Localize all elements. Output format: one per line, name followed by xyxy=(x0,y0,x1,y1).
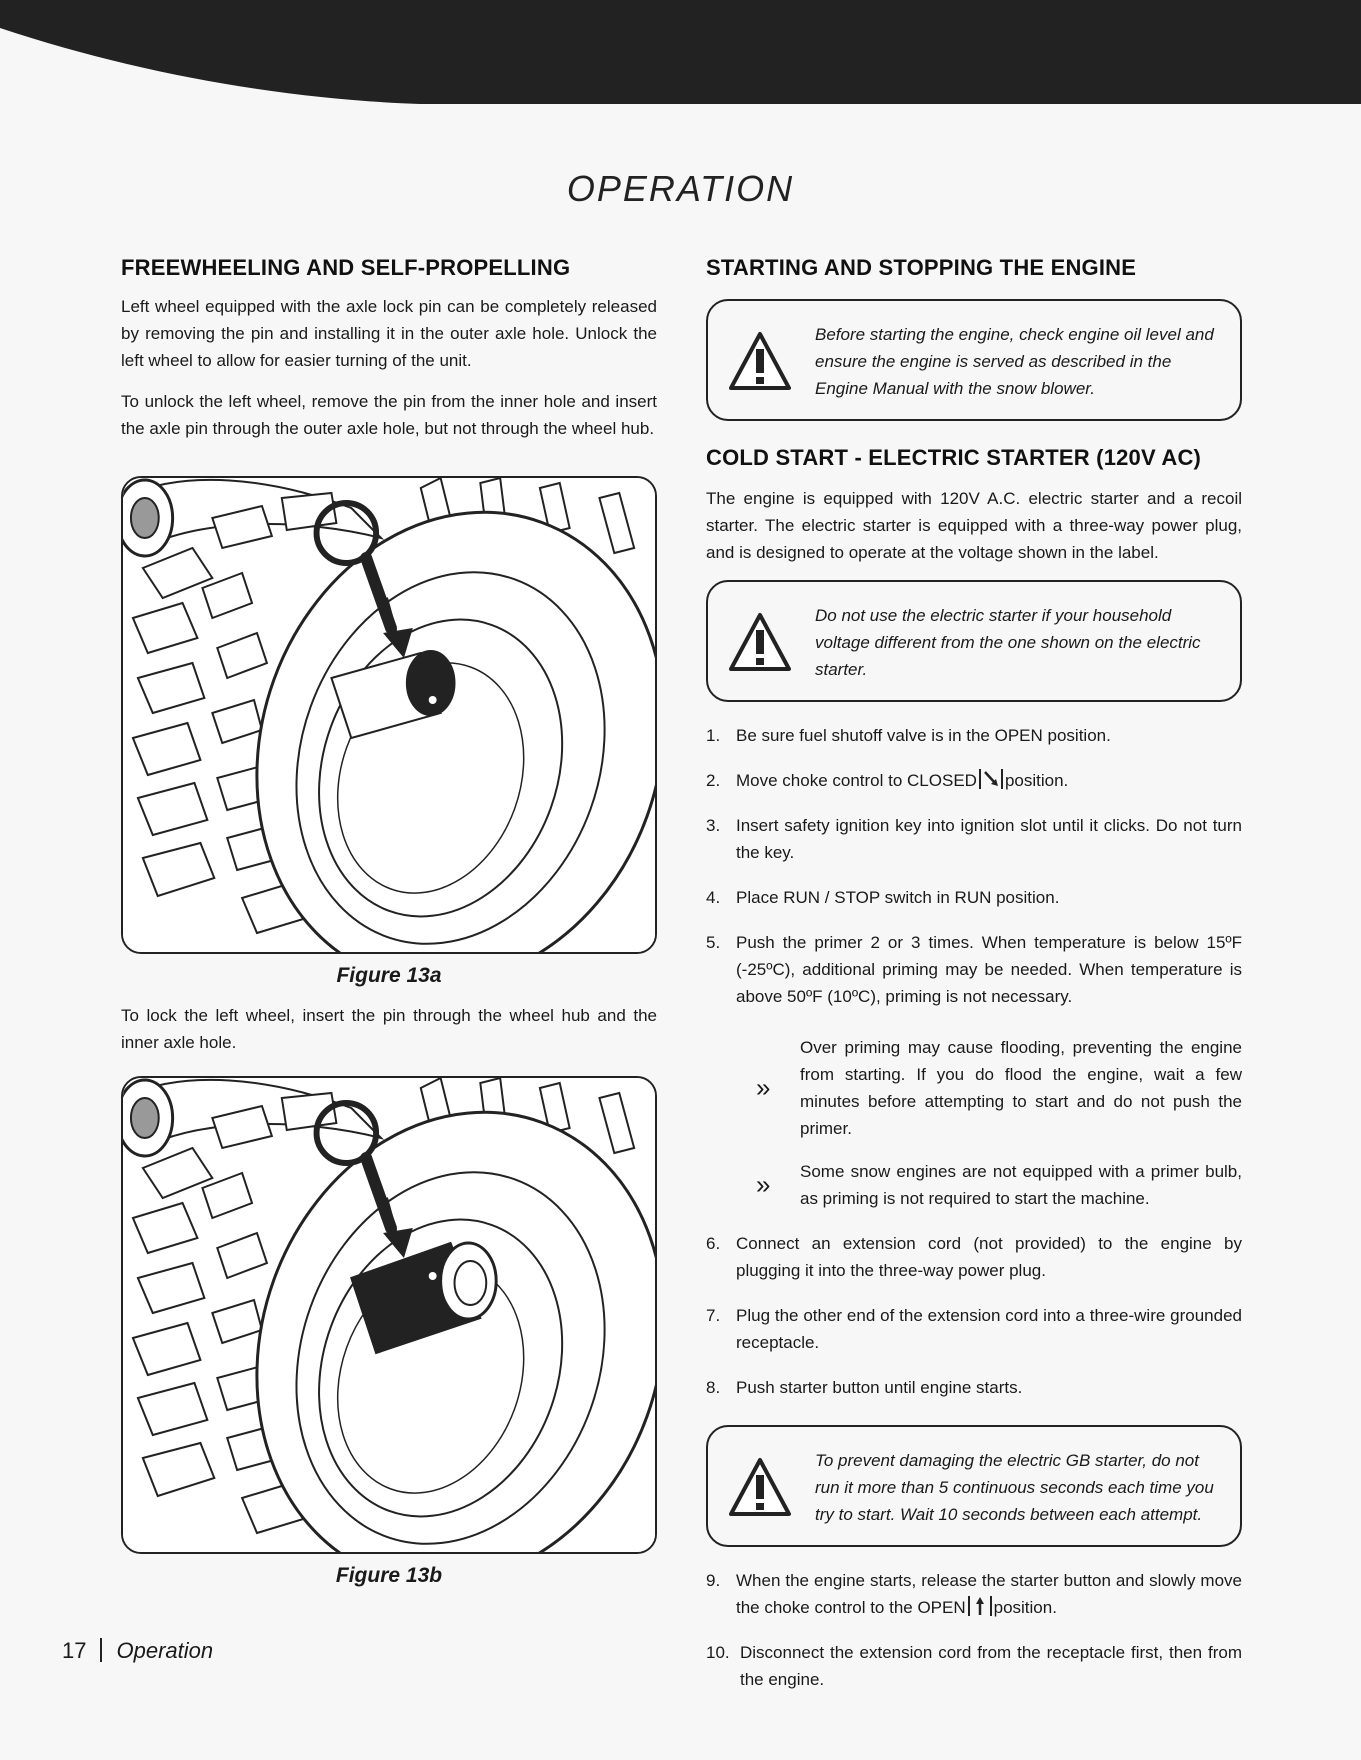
step-text: Insert safety ignition key into ignition slot until it clicks. Do not turn the key. xyxy=(736,816,1242,862)
step-text: Connect an extension cord (not provided) to the engine by plugging it into the three-way power plug. xyxy=(736,1234,1242,1280)
step-number: 5. xyxy=(706,933,721,952)
step-number: 6. xyxy=(706,1234,721,1253)
note-text: Some snow engines are not equipped with a primer bulb, as priming is not required to start the machine. xyxy=(800,1162,1242,1208)
cold-start-intro: The engine is equipped with 120V A.C. electric starter and a recoil starter. The electric starter is equipped with a three-way power plug, and is designed to operate at the voltage shown in the label. xyxy=(706,489,1242,562)
note-over-priming xyxy=(706,1034,1242,1142)
step-number: 4. xyxy=(706,888,721,907)
step-text: Place RUN / STOP switch in RUN position. xyxy=(736,888,1060,907)
note-no-primer xyxy=(706,1158,1242,1212)
list-item xyxy=(706,1230,1242,1284)
step-number: 3. xyxy=(706,816,721,835)
list-item xyxy=(706,1567,1242,1621)
step-text: position. xyxy=(1004,771,1069,790)
warning-text-voltage: Do not use the electric starter if your household voltage different from the one shown on the electric starter. xyxy=(815,606,1201,679)
note-chevron-icon: » xyxy=(756,1072,771,1103)
list-item xyxy=(706,929,1242,1010)
starting-steps-list-end xyxy=(706,1567,1242,1693)
freewheeling-heading: FREEWHEELING AND SELF-PROPELLING xyxy=(121,255,571,280)
step-number: 9. xyxy=(706,1571,721,1590)
freewheeling-para-2: To unlock the left wheel, remove the pin from the inner hole and insert the axle pin through the outer axle hole, but not through the wheel hub. xyxy=(121,392,657,438)
step-text: Disconnect the extension cord from the receptacle first, then from the engine. xyxy=(740,1643,1242,1689)
footer-section-name: Operation xyxy=(116,1638,214,1663)
left-column xyxy=(121,255,657,1602)
page-number: 17 xyxy=(62,1638,87,1663)
warning-box-oil xyxy=(706,299,1242,421)
step-number: 10. xyxy=(706,1643,730,1662)
warning-triangle-icon xyxy=(728,331,792,391)
list-item xyxy=(706,1639,1242,1693)
step-number: 8. xyxy=(706,1378,721,1397)
choke-open-icon xyxy=(966,1595,994,1617)
warning-triangle-icon xyxy=(728,612,792,672)
step-text: position. xyxy=(993,1598,1057,1617)
page-title: OPERATION xyxy=(566,168,795,209)
step-number: 1. xyxy=(706,726,721,745)
warning-triangle-icon xyxy=(728,1457,792,1517)
list-item xyxy=(706,767,1242,794)
step-text: Move choke control to CLOSED xyxy=(736,771,977,790)
lock-wheel-para: To lock the left wheel, insert the pin through the wheel hub and the inner axle hole. xyxy=(121,1006,657,1052)
figure-13b-caption: Figure 13b xyxy=(335,1564,443,1587)
step-text: Be sure fuel shutoff valve is in the OPEN position. xyxy=(736,726,1111,745)
footer-divider xyxy=(100,1638,102,1662)
warning-text-starter-duration: To prevent damaging the electric GB starter, do not run it more than 5 continuous seconds each time you try to start. Wait 10 seconds between each attempt. xyxy=(815,1451,1214,1524)
list-item xyxy=(706,1302,1242,1356)
warning-box-voltage xyxy=(706,580,1242,702)
list-item xyxy=(706,1374,1242,1401)
warning-text-oil: Before starting the engine, check engine oil level and ensure the engine is served as described in the Engine Manual with the snow blower. xyxy=(815,325,1214,398)
figure-13a-wheel-illustration xyxy=(121,476,657,954)
note-text: Over priming may cause flooding, preventing the engine from starting. If you do flood the engine, wait a few minutes before attempting to start and do not push the primer. xyxy=(800,1038,1242,1138)
step-text: Plug the other end of the extension cord into a three-wire grounded receptacle. xyxy=(736,1306,1242,1352)
choke-closed-icon xyxy=(977,768,1005,790)
step-text: Push starter button until engine starts. xyxy=(736,1378,1023,1397)
starting-steps-list-cont xyxy=(706,1230,1242,1401)
list-item xyxy=(706,722,1242,749)
step-number: 7. xyxy=(706,1306,721,1325)
list-item xyxy=(706,812,1242,866)
step-number: 2. xyxy=(706,771,721,790)
figure-13a-caption: Figure 13a xyxy=(336,964,442,987)
note-chevron-icon: » xyxy=(756,1169,771,1200)
list-item xyxy=(706,884,1242,911)
right-column xyxy=(706,255,1242,1711)
page-footer xyxy=(62,1638,213,1664)
figure-13b-wheel-illustration xyxy=(121,1076,657,1554)
warning-box-starter-duration xyxy=(706,1425,1242,1547)
step-text: When the engine starts, release the starter button and slowly move the choke control to the OPEN xyxy=(736,1571,1242,1617)
starting-stopping-heading: STARTING AND STOPPING THE ENGINE xyxy=(706,255,1137,280)
starting-steps-list xyxy=(706,722,1242,1010)
freewheeling-para-1: Left wheel equipped with the axle lock pin can be completely released by removing the pin and installing it in the outer axle hole. Unlock the left wheel to allow for easier turning of the unit. xyxy=(121,297,657,370)
header-swoosh xyxy=(0,0,1361,110)
cold-start-heading: COLD START - ELECTRIC STARTER (120V AC) xyxy=(706,445,1202,470)
step-text: Push the primer 2 or 3 times. When temperature is below 15ºF (-25ºC), additional priming may be needed. When temperature is above 50ºF (10ºC), priming is not necessary. xyxy=(736,933,1242,1006)
